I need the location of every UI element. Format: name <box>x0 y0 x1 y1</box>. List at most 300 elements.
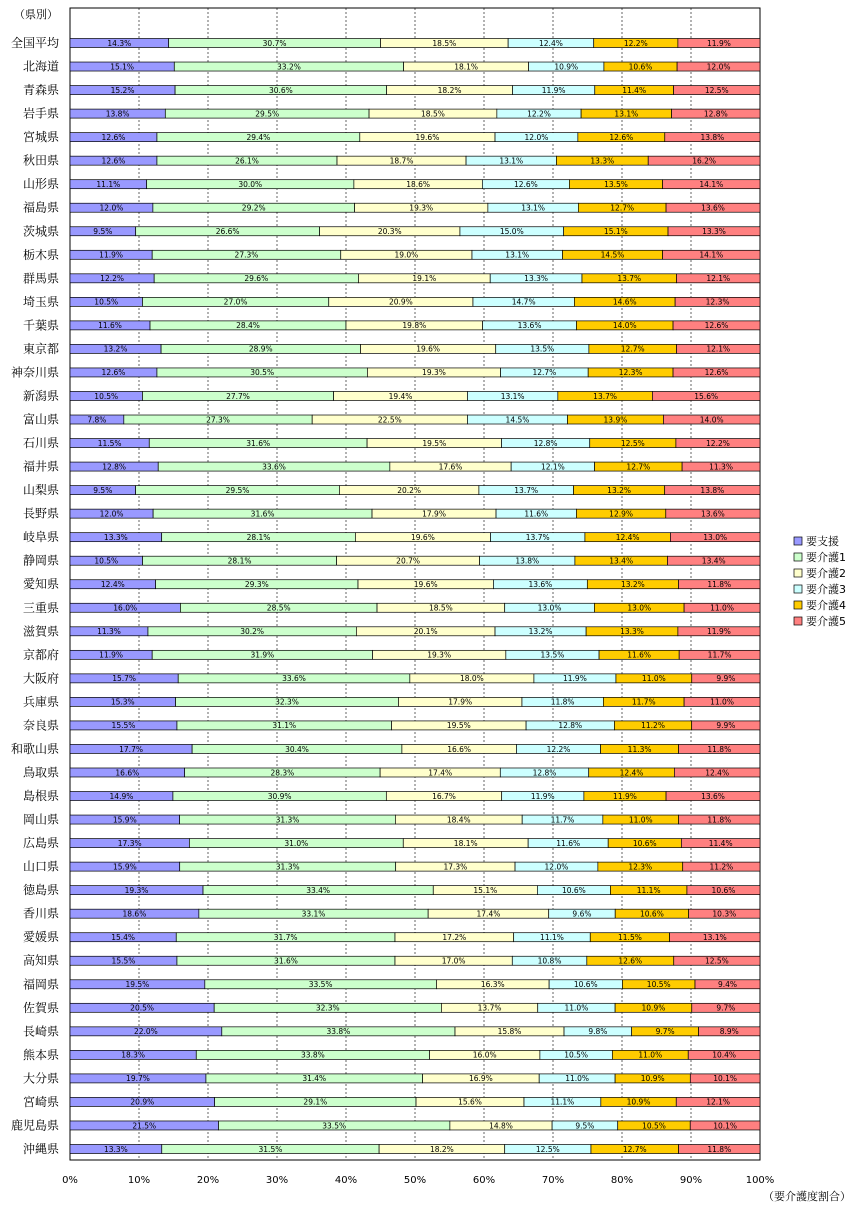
data-label: 12.6% <box>101 132 126 142</box>
category-label: 群馬県 <box>22 271 59 286</box>
data-label: 19.8% <box>402 321 427 331</box>
category-label: 福井県 <box>22 459 59 474</box>
data-label: 16.9% <box>468 1074 493 1084</box>
data-label: 33.5% <box>322 1121 347 1131</box>
category-label: 奈良県 <box>22 718 59 733</box>
data-label: 15.2% <box>110 85 135 95</box>
data-label: 13.6% <box>528 580 553 590</box>
data-label: 12.5% <box>535 1144 560 1154</box>
data-label: 14.0% <box>699 415 724 425</box>
data-label: 11.9% <box>563 674 587 684</box>
data-label: 19.5% <box>125 980 150 990</box>
data-label: 30.7% <box>262 38 287 48</box>
data-label: 11.0% <box>638 1050 663 1060</box>
data-label: 7.8% <box>87 415 107 425</box>
data-label: 13.3% <box>590 156 615 166</box>
legend-swatch <box>794 601 802 609</box>
category-label: 鳥取県 <box>22 765 59 780</box>
data-label: 11.8% <box>550 697 575 707</box>
data-label: 13.1% <box>702 933 727 943</box>
data-label: 12.1% <box>706 344 731 354</box>
data-label: 30.9% <box>267 791 292 801</box>
data-label: 12.6% <box>513 179 538 189</box>
legend-label: 要介護3 <box>806 583 846 596</box>
data-label: 15.9% <box>112 815 137 825</box>
category-labels <box>11 35 59 1156</box>
data-label: 28.1% <box>227 556 252 566</box>
category-label: 新潟県 <box>22 388 59 403</box>
data-label: 31.6% <box>274 956 298 966</box>
legend-swatch <box>794 617 802 625</box>
data-label: 13.6% <box>701 203 725 213</box>
data-label: 12.4% <box>100 580 125 590</box>
category-label: 山形県 <box>22 177 59 192</box>
data-label: 13.0% <box>703 532 728 542</box>
data-label: 13.4% <box>609 556 634 566</box>
data-label: 29.6% <box>244 274 269 284</box>
data-label: 11.6% <box>524 509 549 519</box>
data-label: 10.6% <box>711 885 736 895</box>
data-label: 10.5% <box>564 1050 589 1060</box>
data-label: 20.5% <box>130 1003 155 1013</box>
category-label: 福岡県 <box>22 977 59 992</box>
data-label: 15.5% <box>111 721 136 731</box>
legend-label: 要支援 <box>806 535 839 548</box>
data-label: 19.3% <box>422 368 446 378</box>
data-label: 13.5% <box>540 650 565 660</box>
data-label: 12.0% <box>99 203 124 213</box>
data-label: 19.3% <box>124 885 149 895</box>
data-label: 15.7% <box>112 674 137 684</box>
data-label: 13.3% <box>103 532 128 542</box>
data-label: 30.0% <box>238 179 263 189</box>
data-label: 13.0% <box>627 603 652 613</box>
data-label: 13.3% <box>103 1144 128 1154</box>
data-label: 11.0% <box>565 1074 590 1084</box>
data-label: 12.3% <box>705 297 730 307</box>
data-label: 13.7% <box>525 532 550 542</box>
data-label: 13.8% <box>515 556 540 566</box>
data-label: 31.3% <box>275 815 300 825</box>
data-label: 16.3% <box>480 980 505 990</box>
category-label: 和歌山県 <box>10 741 59 756</box>
data-label: 10.4% <box>712 1050 737 1060</box>
data-label: 11.4% <box>708 838 733 848</box>
data-label: 30.4% <box>285 744 309 754</box>
top-note: （県別） <box>14 8 58 21</box>
data-label: 13.6% <box>701 791 725 801</box>
data-label: 13.7% <box>593 391 618 401</box>
data-label: 28.5% <box>266 603 291 613</box>
data-label: 11.9% <box>99 250 124 260</box>
data-label: 18.2% <box>437 85 462 95</box>
category-label: 茨城県 <box>22 224 59 239</box>
data-label: 13.3% <box>702 227 726 237</box>
data-label: 12.8% <box>533 438 558 448</box>
data-label: 17.3% <box>117 838 142 848</box>
category-label: 佐賀県 <box>22 1000 59 1015</box>
data-label: 13.3% <box>524 274 549 284</box>
data-label: 13.5% <box>530 344 555 354</box>
data-label: 14.5% <box>600 250 625 260</box>
data-label: 12.0% <box>524 132 549 142</box>
data-label: 29.3% <box>244 580 269 590</box>
data-label: 11.3% <box>709 462 733 472</box>
data-label: 14.1% <box>699 179 724 189</box>
category-label: 香川県 <box>22 906 59 921</box>
data-label: 18.6% <box>406 179 431 189</box>
data-label: 11.1% <box>96 179 121 189</box>
data-label: 10.8% <box>537 956 562 966</box>
data-label: 11.0% <box>710 697 734 707</box>
data-label: 17.6% <box>438 462 463 472</box>
data-label: 11.2% <box>641 721 665 731</box>
data-label: 8.9% <box>719 1027 739 1037</box>
data-label: 18.5% <box>432 38 457 48</box>
data-label: 33.8% <box>300 1050 325 1060</box>
data-label: 11.1% <box>636 885 661 895</box>
category-label: 愛知県 <box>22 577 59 592</box>
category-label: 長野県 <box>22 506 59 521</box>
data-label: 18.4% <box>446 815 471 825</box>
data-label: 10.6% <box>628 62 653 72</box>
data-label: 11.9% <box>707 38 731 48</box>
data-label: 11.5% <box>97 438 122 448</box>
data-label: 10.9% <box>626 1097 651 1107</box>
data-label: 12.8% <box>703 109 728 119</box>
data-label: 12.1% <box>706 274 731 284</box>
category-label: 神奈川県 <box>10 365 59 380</box>
data-label: 13.8% <box>105 109 130 119</box>
data-label: 13.1% <box>505 250 530 260</box>
data-label: 31.7% <box>273 933 298 943</box>
category-label: 福島県 <box>22 200 59 215</box>
data-label: 12.6% <box>101 156 126 166</box>
data-label: 10.3% <box>712 909 737 919</box>
category-label: 宮城県 <box>22 130 59 145</box>
data-label: 20.7% <box>396 556 421 566</box>
data-label: 9.6% <box>572 909 592 919</box>
data-label: 12.4% <box>539 38 563 48</box>
x-tick-label: 70% <box>541 1175 565 1186</box>
data-label: 20.3% <box>377 227 402 237</box>
data-label: 13.4% <box>701 556 726 566</box>
data-label: 9.5% <box>575 1121 595 1131</box>
data-label: 11.9% <box>530 791 555 801</box>
data-label: 11.9% <box>541 85 566 95</box>
data-label: 16.0% <box>113 603 138 613</box>
data-label: 12.7% <box>532 368 557 378</box>
data-label: 31.9% <box>250 650 275 660</box>
data-label: 10.5% <box>94 391 119 401</box>
category-label: 全国平均 <box>10 36 59 50</box>
legend-label: 要介護1 <box>806 551 846 564</box>
data-label: 27.7% <box>226 391 250 401</box>
category-label: 長崎県 <box>22 1024 59 1039</box>
data-label: 33.4% <box>306 885 331 895</box>
data-label: 17.9% <box>422 509 446 519</box>
category-label: 山口県 <box>22 859 59 874</box>
data-label: 15.5% <box>111 956 136 966</box>
data-label: 12.5% <box>620 438 645 448</box>
data-label: 12.1% <box>706 1097 731 1107</box>
legend <box>794 534 846 628</box>
data-label: 15.1% <box>473 885 498 895</box>
category-label: 宮崎県 <box>22 1094 59 1109</box>
data-label: 11.1% <box>550 1097 575 1107</box>
data-label: 26.6% <box>215 227 240 237</box>
data-label: 12.2% <box>527 109 551 119</box>
data-label: 12.6% <box>618 956 643 966</box>
data-label: 11.7% <box>631 697 656 707</box>
category-label: 岩手県 <box>22 106 59 121</box>
data-label: 22.5% <box>377 415 402 425</box>
data-label: 10.6% <box>561 885 586 895</box>
category-label: 滋賀県 <box>22 624 59 639</box>
data-label: 32.3% <box>275 697 299 707</box>
data-label: 31.0% <box>284 838 309 848</box>
data-label: 10.6% <box>573 980 598 990</box>
data-label: 11.9% <box>613 791 637 801</box>
legend-label: 要介護5 <box>806 615 846 628</box>
data-label: 9.7% <box>716 1003 736 1013</box>
x-tick-label: 80% <box>610 1175 634 1186</box>
legend-swatch <box>794 553 802 561</box>
data-label: 27.0% <box>223 297 248 307</box>
data-label: 15.1% <box>603 227 628 237</box>
data-label: 29.5% <box>225 485 250 495</box>
data-label: 31.6% <box>250 509 275 519</box>
data-label: 12.1% <box>540 462 565 472</box>
data-label: 11.0% <box>564 1003 589 1013</box>
data-label: 19.6% <box>413 580 438 590</box>
data-label: 12.0% <box>544 862 569 872</box>
category-label: 秋田県 <box>22 153 59 168</box>
data-label: 14.3% <box>107 38 132 48</box>
category-label: 東京都 <box>22 341 59 356</box>
data-label: 11.9% <box>99 650 124 660</box>
data-label: 31.5% <box>258 1144 283 1154</box>
data-label: 18.5% <box>428 603 453 613</box>
category-label: 京都府 <box>22 647 59 662</box>
data-label: 20.9% <box>130 1097 155 1107</box>
category-label: 岡山県 <box>22 812 59 827</box>
data-label: 17.9% <box>448 697 473 707</box>
category-label: 静岡県 <box>22 553 59 568</box>
category-label: 栃木県 <box>22 247 59 262</box>
data-label: 12.7% <box>626 462 651 472</box>
data-label: 13.9% <box>603 415 628 425</box>
data-label: 13.6% <box>700 509 725 519</box>
data-label: 16.6% <box>115 768 140 778</box>
x-tick-label: 100% <box>745 1175 775 1186</box>
category-label: 徳島県 <box>22 883 59 898</box>
data-label: 12.6% <box>101 368 126 378</box>
category-label: 熊本県 <box>22 1047 59 1062</box>
data-label: 12.0% <box>99 509 124 519</box>
data-label: 14.0% <box>612 321 637 331</box>
data-label: 13.6% <box>517 321 542 331</box>
data-label: 15.6% <box>694 391 719 401</box>
category-label: 三重県 <box>22 600 59 615</box>
data-label: 20.9% <box>388 297 413 307</box>
data-label: 13.7% <box>477 1003 502 1013</box>
data-label: 16.2% <box>692 156 717 166</box>
x-tick-label: 60% <box>472 1175 496 1186</box>
data-label: 12.7% <box>610 203 635 213</box>
data-label: 31.6% <box>246 438 271 448</box>
data-label: 12.2% <box>623 38 648 48</box>
data-label: 9.9% <box>716 674 736 684</box>
x-tick-label: 10% <box>127 1175 151 1186</box>
data-label: 12.6% <box>704 321 729 331</box>
category-label: 鹿児島県 <box>10 1118 59 1133</box>
data-label: 12.7% <box>622 1144 647 1154</box>
data-label: 17.4% <box>428 768 453 778</box>
data-label: 19.6% <box>415 132 440 142</box>
data-label: 9.5% <box>93 485 113 495</box>
data-label: 11.0% <box>628 815 653 825</box>
data-label: 12.2% <box>546 744 571 754</box>
data-label: 28.1% <box>246 532 271 542</box>
data-label: 13.2% <box>103 344 128 354</box>
data-label: 31.3% <box>275 862 300 872</box>
data-label: 11.4% <box>622 85 647 95</box>
data-label: 22.0% <box>133 1027 158 1037</box>
data-label: 33.1% <box>301 909 326 919</box>
data-label: 13.0% <box>537 603 562 613</box>
data-label: 12.4% <box>705 768 730 778</box>
data-label: 11.3% <box>627 744 652 754</box>
data-label: 11.7% <box>550 815 575 825</box>
x-tick-label: 50% <box>403 1175 427 1186</box>
data-label: 13.5% <box>604 179 628 189</box>
data-label: 12.2% <box>100 274 125 284</box>
data-label: 19.7% <box>126 1074 150 1084</box>
data-label: 18.1% <box>453 838 478 848</box>
data-label: 9.8% <box>588 1027 608 1037</box>
data-label: 16.6% <box>447 744 472 754</box>
data-label: 11.0% <box>641 674 666 684</box>
data-label: 18.6% <box>122 909 147 919</box>
data-label: 17.7% <box>119 744 143 754</box>
data-label: 10.6% <box>640 909 664 919</box>
data-label: 19.1% <box>412 274 437 284</box>
x-tick-label: 90% <box>679 1175 703 1186</box>
data-label: 9.5% <box>93 227 113 237</box>
data-label: 12.6% <box>609 132 634 142</box>
data-label: 16.0% <box>472 1050 497 1060</box>
data-label: 17.0% <box>441 956 466 966</box>
data-label: 12.4% <box>615 532 640 542</box>
data-label: 13.1% <box>521 203 546 213</box>
data-label: 31.4% <box>302 1074 327 1084</box>
data-label: 29.4% <box>246 132 271 142</box>
legend-swatch <box>794 537 802 545</box>
data-label: 11.6% <box>627 650 652 660</box>
data-label: 11.8% <box>707 744 732 754</box>
data-label: 11.0% <box>710 603 734 613</box>
data-label: 12.3% <box>628 862 653 872</box>
data-label: 20.1% <box>413 627 438 637</box>
category-label: 石川県 <box>22 436 59 451</box>
data-label: 11.9% <box>707 627 731 637</box>
data-label: 11.2% <box>709 862 734 872</box>
data-label: 18.3% <box>121 1050 146 1060</box>
data-label: 11.3% <box>97 627 121 637</box>
data-label: 15.1% <box>110 62 135 72</box>
data-label: 27.3% <box>206 415 230 425</box>
data-label: 10.6% <box>632 838 657 848</box>
data-label: 11.6% <box>98 321 122 331</box>
legend-label: 要介護2 <box>806 567 846 580</box>
data-label: 18.7% <box>389 156 414 166</box>
data-label: 19.5% <box>446 721 471 731</box>
data-label: 26.1% <box>235 156 259 166</box>
data-label: 10.5% <box>94 556 119 566</box>
data-label: 13.2% <box>620 580 645 590</box>
data-label: 14.6% <box>612 297 637 307</box>
data-label: 10.5% <box>646 980 671 990</box>
x-tick-labels <box>62 1175 774 1186</box>
data-label: 10.1% <box>713 1074 738 1084</box>
data-label: 12.5% <box>704 85 729 95</box>
category-label: 広島県 <box>22 836 59 851</box>
data-label: 12.8% <box>558 721 583 731</box>
data-label: 10.9% <box>641 1003 666 1013</box>
data-label: 11.8% <box>707 815 732 825</box>
category-label: 沖縄県 <box>22 1142 59 1156</box>
legend-swatch <box>794 585 802 593</box>
data-label: 30.5% <box>250 368 275 378</box>
category-label: 大分県 <box>22 1071 59 1086</box>
data-label: 11.5% <box>618 933 642 943</box>
data-label: 19.3% <box>427 650 452 660</box>
category-label: 島根県 <box>22 789 59 804</box>
data-label: 10.1% <box>713 1121 738 1131</box>
data-label: 27.3% <box>234 250 259 260</box>
category-label: 埼玉県 <box>22 294 59 309</box>
data-label: 15.6% <box>458 1097 482 1107</box>
data-label: 12.7% <box>620 344 645 354</box>
data-label: 12.2% <box>706 438 730 448</box>
x-tick-label: 0% <box>62 1175 78 1186</box>
x-tick-label: 20% <box>196 1175 220 1186</box>
data-label: 16.7% <box>432 791 456 801</box>
data-label: 15.3% <box>110 697 135 707</box>
data-label: 29.5% <box>255 109 280 119</box>
category-label: 兵庫県 <box>22 694 59 709</box>
category-label: 富山県 <box>22 412 59 427</box>
x-tick-label: 30% <box>265 1175 289 1186</box>
data-label: 33.8% <box>326 1027 351 1037</box>
data-label: 13.7% <box>514 485 539 495</box>
data-label: 12.8% <box>102 462 127 472</box>
data-label: 19.6% <box>411 532 435 542</box>
data-label: 17.4% <box>476 909 501 919</box>
data-label: 9.4% <box>717 980 738 990</box>
data-label: 9.7% <box>655 1027 675 1037</box>
data-label: 31.1% <box>272 721 297 731</box>
data-label: 13.2% <box>607 485 632 495</box>
data-label: 15.0% <box>499 227 524 237</box>
data-label: 33.2% <box>277 62 301 72</box>
data-label: 14.1% <box>699 250 724 260</box>
data-label: 33.6% <box>282 674 306 684</box>
category-label: 大阪府 <box>22 671 59 686</box>
data-label: 12.3% <box>618 368 643 378</box>
data-label: 28.4% <box>236 321 260 331</box>
